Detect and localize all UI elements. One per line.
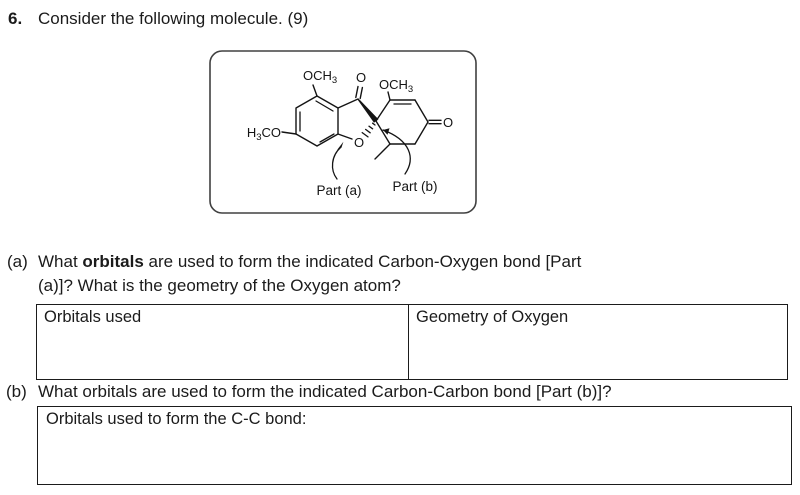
part-b-answer-box[interactable] bbox=[37, 406, 792, 485]
part-a-question-line1: What orbitals are used to form the indicated Carbon-Oxygen bond [Part bbox=[38, 252, 582, 271]
methoxy-top-label: $OCH_3$ bbox=[303, 68, 338, 86]
ketone-top-bond2 bbox=[360, 88, 362, 99]
methyl-bond bbox=[375, 144, 390, 159]
part-a-question-line2: (a)]? What is the geometry of the Oxygen atom? bbox=[38, 276, 401, 295]
geometry-of-oxygen-cell[interactable] bbox=[409, 305, 787, 379]
bond-to-methoxy-vinyl bbox=[388, 92, 390, 100]
orbitals-bold-word: orbitals bbox=[82, 252, 144, 271]
part-a-arrow bbox=[332, 142, 343, 179]
part-b-question: What orbitals are used to form the indicated Carbon-Carbon bond [Part (b)]? bbox=[38, 382, 612, 401]
orbitals-used-header: Orbitals used bbox=[44, 308, 142, 326]
question-title bbox=[8, 9, 308, 29]
wedge-bond bbox=[357, 99, 378, 123]
ketone-right-o-label: O bbox=[443, 115, 454, 130]
methoxy-left-label: $H_3CO$ bbox=[246, 125, 281, 143]
part-b-label: Part (b) bbox=[392, 179, 438, 194]
benzene-ring bbox=[296, 96, 338, 146]
part-b-answer-label: Orbitals used to form the C-C bond: bbox=[46, 410, 307, 428]
part-b-marker: (b) bbox=[6, 382, 27, 401]
ketone-top-bond1 bbox=[356, 87, 358, 98]
furanone-ring bbox=[338, 87, 378, 140]
ring-oxygen-label: O bbox=[354, 135, 365, 150]
ketone-top-o-label: O bbox=[356, 70, 367, 85]
bond-to-methoxy-left bbox=[282, 132, 296, 134]
orbitals-used-cell[interactable] bbox=[37, 305, 409, 379]
methoxy-vinyl-label: $OCH_3$ bbox=[379, 77, 414, 95]
part-a-marker: (a) bbox=[7, 252, 28, 271]
question-text: Consider the following molecule. (9) bbox=[38, 9, 309, 28]
geometry-of-oxygen-header: Geometry of Oxygen bbox=[416, 308, 569, 326]
part-a-label: Part (a) bbox=[316, 183, 362, 198]
part-b-arrow bbox=[383, 128, 410, 174]
molecule-figure bbox=[209, 50, 478, 215]
molecule-structure-svg bbox=[209, 50, 478, 215]
part-a-answer-table bbox=[36, 304, 788, 380]
bond-to-methoxy-top bbox=[313, 85, 317, 96]
question-number: 6. bbox=[8, 9, 23, 28]
